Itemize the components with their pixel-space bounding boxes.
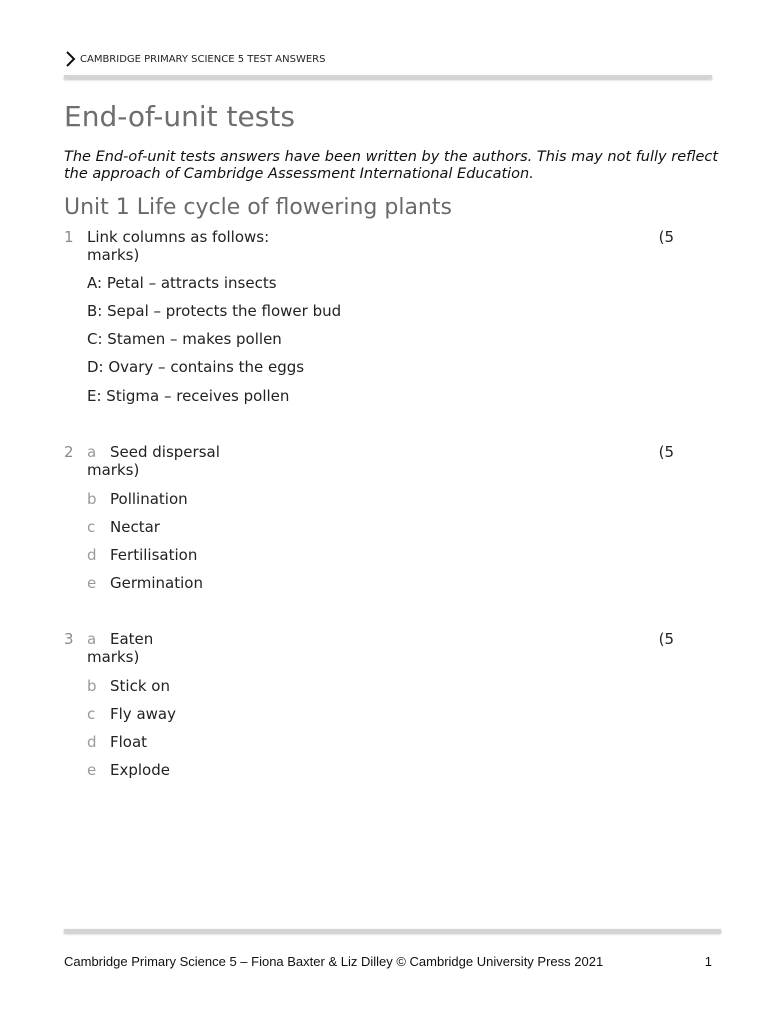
marks-label-cont: marks) xyxy=(87,246,140,264)
header-text: CAMBRIDGE PRIMARY SCIENCE 5 TEST ANSWERS xyxy=(80,53,326,65)
part-letter: d xyxy=(87,733,97,751)
page-title: End-of-unit tests xyxy=(64,100,295,133)
footer xyxy=(64,954,712,969)
marks-label: (5 xyxy=(658,443,674,461)
question-number: 3 xyxy=(64,630,74,648)
part-answer: Seed dispersal xyxy=(110,443,220,461)
part-letter: d xyxy=(87,546,97,564)
part-letter: a xyxy=(87,443,97,461)
part-letter: c xyxy=(87,705,96,723)
answer-line: D: Ovary – contains the eggs xyxy=(87,358,305,376)
answer-line: E: Stigma – receives pollen xyxy=(87,387,290,405)
page-number: 1 xyxy=(704,954,712,969)
part-answer: Fertilisation xyxy=(110,546,198,564)
answer-line: B: Sepal – protects the flower bud xyxy=(87,302,342,320)
part-answer: Germination xyxy=(110,574,203,592)
part-letter: e xyxy=(87,574,97,592)
part-answer: Fly away xyxy=(110,705,176,723)
header-rule xyxy=(64,75,712,79)
running-header xyxy=(64,50,325,68)
part-letter: b xyxy=(87,677,97,695)
footer-text: Cambridge Primary Science 5 – Fiona Baxter & Liz Dilley © Cambridge University Press 2021 xyxy=(64,954,604,969)
part-answer: Nectar xyxy=(110,518,160,536)
part-letter: e xyxy=(87,761,97,779)
part-answer: Pollination xyxy=(110,490,188,508)
question-text: Link columns as follows: xyxy=(87,228,270,246)
part-answer: Stick on xyxy=(110,677,170,695)
part-letter: c xyxy=(87,518,96,536)
part-letter: a xyxy=(87,630,97,648)
marks-label: (5 xyxy=(658,228,674,246)
part-answer: Eaten xyxy=(110,630,154,648)
part-answer: Explode xyxy=(110,761,170,779)
unit-heading: Unit 1 Life cycle of flowering plants xyxy=(64,195,452,220)
answer-line: A: Petal – attracts insects xyxy=(87,274,277,292)
marks-label: (5 xyxy=(658,630,674,648)
answer-line: C: Stamen – makes pollen xyxy=(87,330,282,348)
footer-rule xyxy=(64,929,721,933)
intro-note: The End-of-unit tests answers have been written by the authors. This may not fully reflect the approach of Cambridge Assessment International Education. xyxy=(64,149,719,182)
part-letter: b xyxy=(87,490,97,508)
question-number: 1 xyxy=(64,228,74,246)
marks-label-cont: marks) xyxy=(87,461,140,479)
chevron-right-icon xyxy=(64,50,76,68)
part-answer: Float xyxy=(110,733,148,751)
marks-label-cont: marks) xyxy=(87,648,140,666)
question-number: 2 xyxy=(64,443,74,461)
